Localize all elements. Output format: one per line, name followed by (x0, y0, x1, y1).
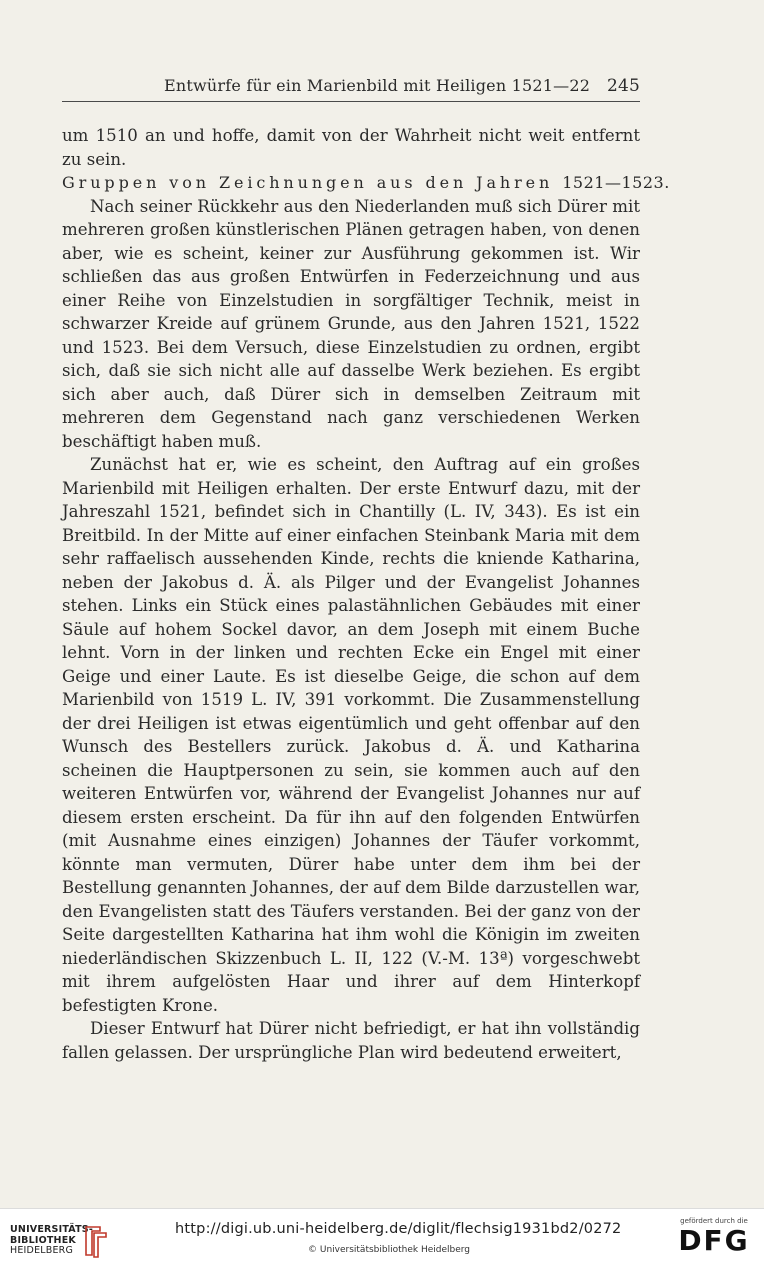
section-heading (62, 171, 670, 195)
permalink-url[interactable]: http://digi.ub.uni-heidelberg.de/diglit/flechsig1931bd2/0272 (175, 1221, 622, 1237)
university-library-logo[interactable] (10, 1223, 110, 1259)
library-mark-icon (80, 1223, 112, 1259)
header-rule (62, 101, 640, 102)
page-number: 245 (606, 76, 640, 96)
section-heading-text: Gruppen von Zeichnungen aus den Jahren (62, 173, 554, 192)
body-text (62, 124, 670, 1064)
logo-line-3: HEIDELBERG (10, 1245, 74, 1257)
logo-line-2: BIBLIOTHEK (10, 1234, 76, 1246)
paragraph-2: Zunächst hat er, wie es scheint, den Auftrag auf ein großes Marienbild mit Heiligen erhalten. Der erste Entwurf dazu, mit der Jahreszahl 1521, befindet sich in Chantilly (L. IV, 343). Es ist ein Breitbild. In der Mitte auf einer einfachen Steinbank Maria mit dem sehr raffaelisch aussehenden Kinde, rechts die kniende Katharina, neben der Jakobus d. Ä. als Pilger und der Evangelist Johannes stehen. Links ein Stück eines palastähnlichen Gebäudes mit einer Säule auf hohem Sockel davor, an dem Joseph mit einem Buche lehnt. Vorn in der linken und rechten Ecke ein Engel mit einer Geige und einer Laute. Es ist dieselbe Geige, die schon auf dem Marienbild von 1519 L. IV, 391 vorkommt. Die Zusammenstellung der drei Heiligen ist etwas eigentümlich und geht offenbar auf den Wunsch des Bestellers zurück. Jakobus d. Ä. und Katharina scheinen die Hauptpersonen zu sein, sie kommen auch auf den weiteren Entwürfen vor, während der Evangelist Johannes nur auf diesem ersten erscheint. Da für ihn auf den folgenden Entwürfen (mit Ausnahme eines einzigen) Johannes der Täufer vorkommt, könnte man vermuten, Dürer habe unter dem ihm bei der Bestellung genannten Johannes, der auf dem Bilde darzustellen war, den Evangelisten statt des Täufers verstanden. Bei der ganz von der Seite dargestellten Katharina hat ihm wohl die Königin im zweiten niederländischen Skizzenbuch L. II, 122 (V.-M. 13ª) vorgeschwebt mit ihrem aufgelösten Haar und ihrer auf dem Hinterkopf befestigten Krone. (62, 455, 640, 1015)
section-heading-years: 1521—1523. (562, 173, 670, 192)
footer-bar (0, 1208, 764, 1266)
copyright-notice: © Universitätsbibliothek Heidelberg (308, 1245, 471, 1255)
logo-line-1: UNIVERSITÄTS- (10, 1224, 93, 1235)
dfg-logo[interactable] (674, 1217, 754, 1261)
running-header (62, 76, 640, 100)
dfg-mark: DFG (678, 1224, 750, 1257)
paragraph-intro: um 1510 an und hoffe, damit von der Wahrheit nicht weit entfernt zu sein. (62, 126, 640, 169)
funded-by-text: gefördert durch die (680, 1217, 748, 1225)
paragraph-1: Nach seiner Rückkehr aus den Niederlanden muß sich Dürer mit mehreren großen künstlerischen Plänen getragen haben, von denen aber, wie es scheint, keiner zur Ausführung gekommen ist. Wir schließen das aus großen Entwürfen in Federzeichnung und aus einer Reihe von Einzelstudien in sorgfältiger Technik, meist in schwarzer Kreide auf grünem Grunde, aus den Jahren 1521, 1522 und 1523. Bei dem Versuch, diese Einzelstudien zu ordnen, ergibt sich, daß sie sich nicht alle auf dasselbe Werk beziehen. Es ergibt sich aber auch, daß Dürer sich in demselben Zeitraum mit mehreren dem Gegenstand nach ganz verschiedenen Werken beschäftigt haben muß. (62, 196, 640, 451)
paragraph-3: Dieser Entwurf hat Dürer nicht befriedigt, er hat ihn vollständig fallen gelassen. Der ursprüngliche Plan wird bedeutend erweitert, (62, 1019, 640, 1062)
running-title: Entwürfe für ein Marienbild mit Heiligen 1521—22 (164, 76, 591, 95)
